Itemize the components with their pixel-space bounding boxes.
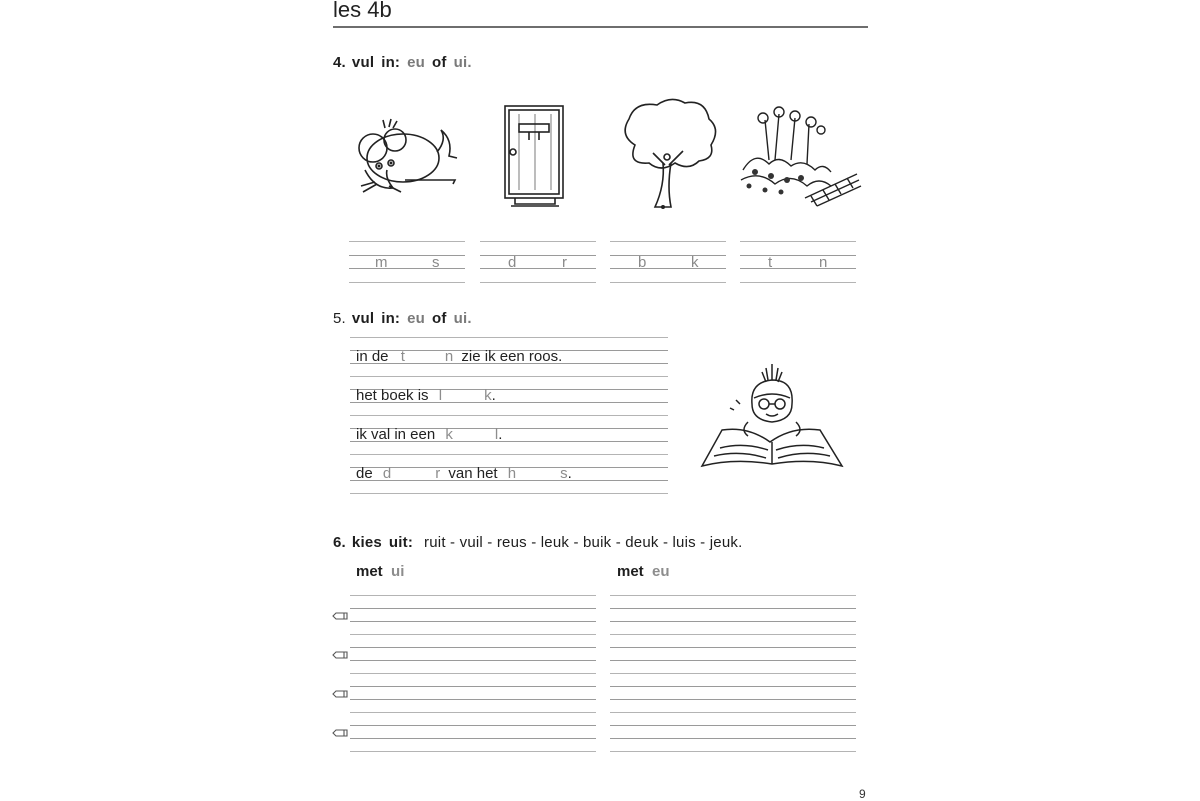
exercise-5-verb2: in: xyxy=(381,310,401,327)
sentence-1 xyxy=(356,348,562,365)
slot-3-letter-b: k xyxy=(691,254,699,271)
eu-writing-row-1[interactable] xyxy=(610,595,856,635)
pencil-icon xyxy=(332,689,348,699)
sentence-3 xyxy=(356,426,502,443)
slot-3-letter-a: b xyxy=(638,254,647,271)
slot-2-letter-a: d xyxy=(508,254,517,271)
column-eu-heading xyxy=(617,563,670,580)
exercise-6-number: 6. xyxy=(333,534,346,551)
page-title: les 4b xyxy=(333,0,392,22)
column-eu-label: eu xyxy=(652,563,670,580)
exercise-4-option-ui: ui. xyxy=(453,54,472,71)
eu-writing-row-4[interactable] xyxy=(610,712,856,752)
sentence-4-part-1: de xyxy=(356,465,373,482)
sentence-3-part-2: . xyxy=(498,426,503,443)
sentence-2 xyxy=(356,387,496,404)
exercise-4-verb: vul xyxy=(351,54,375,71)
ui-writing-row-3[interactable] xyxy=(350,673,596,713)
sentence-2-hint-1: l xyxy=(438,387,443,404)
sentence-4 xyxy=(356,465,572,482)
sentence-3-hint-1: k xyxy=(445,426,453,443)
sentence-1-part-1: in de xyxy=(356,348,389,365)
sentence-1-hint-2: n xyxy=(444,348,454,365)
exercise-4-number: 4. xyxy=(333,54,346,71)
exercise-5-number: 5. xyxy=(333,310,346,327)
tree-drawing xyxy=(605,95,735,215)
title-divider xyxy=(333,26,868,28)
mouse-drawing xyxy=(345,100,475,220)
sentence-4-hint-4: s xyxy=(560,465,568,482)
exercise-4-heading xyxy=(333,54,479,71)
slot-2-letters xyxy=(480,254,596,272)
child-reading-drawing xyxy=(700,360,845,472)
sentence-4-part-2: van het xyxy=(448,465,498,482)
slot-2-letter-b: r xyxy=(562,254,567,271)
sentence-2-part-1: het boek is xyxy=(356,387,429,404)
sentence-4-hint-3: h xyxy=(507,465,517,482)
sentence-4-hint-2: r xyxy=(435,465,441,482)
exercise-5-of: of xyxy=(432,310,447,327)
sentence-2-part-2: . xyxy=(491,387,496,404)
slot-1-letters xyxy=(349,254,465,272)
ui-writing-row-1[interactable] xyxy=(350,595,596,635)
sentence-3-part-1: ik val in een xyxy=(356,426,436,443)
pencil-icon xyxy=(332,650,348,660)
exercise-4-option-eu: eu xyxy=(407,54,426,71)
slot-4-letters xyxy=(740,254,856,272)
exercise-5-option-eu: eu xyxy=(407,310,426,327)
sentence-1-hint-1: t xyxy=(400,348,405,365)
exercise-4-of: of xyxy=(432,54,447,71)
column-ui-label: ui xyxy=(391,563,405,580)
pencil-icon xyxy=(332,611,348,621)
sentence-4-hint-1: d xyxy=(382,465,392,482)
sentence-2-hint-2: k xyxy=(484,387,492,404)
exercise-5-option-ui: ui. xyxy=(453,310,472,327)
column-ui-met: met xyxy=(356,563,383,580)
ui-writing-row-2[interactable] xyxy=(350,634,596,674)
slot-1-letter-a: m xyxy=(375,254,388,271)
page-number: 9 xyxy=(859,787,866,801)
eu-writing-row-3[interactable] xyxy=(610,673,856,713)
exercise-4-verb2: in: xyxy=(381,54,401,71)
exercise-6-verb2: uit: xyxy=(388,534,414,551)
garden-drawing xyxy=(735,100,865,220)
slot-4-letter-a: t xyxy=(768,254,773,271)
exercise-6-heading xyxy=(333,534,742,551)
slot-3-letters xyxy=(610,254,726,272)
sentence-4-part-3: . xyxy=(567,465,572,482)
slot-1-letter-b: s xyxy=(432,254,440,271)
pencil-icon xyxy=(332,728,348,738)
slot-4-letter-b: n xyxy=(819,254,828,271)
eu-writing-row-2[interactable] xyxy=(610,634,856,674)
column-eu-met: met xyxy=(617,563,644,580)
ui-writing-row-4[interactable] xyxy=(350,712,596,752)
door-drawing xyxy=(475,100,605,220)
exercise-5-heading xyxy=(333,310,479,327)
exercise-6-word-choices: ruit - vuil - reus - leuk - buik - deuk - luis - jeuk. xyxy=(424,534,743,551)
sentence-3-hint-2: l xyxy=(494,426,499,443)
column-ui-heading xyxy=(356,563,404,580)
sentence-1-part-2: zie ik een roos. xyxy=(461,348,563,365)
exercise-5-verb: vul xyxy=(351,310,375,327)
exercise-6-verb: kies xyxy=(351,534,382,551)
